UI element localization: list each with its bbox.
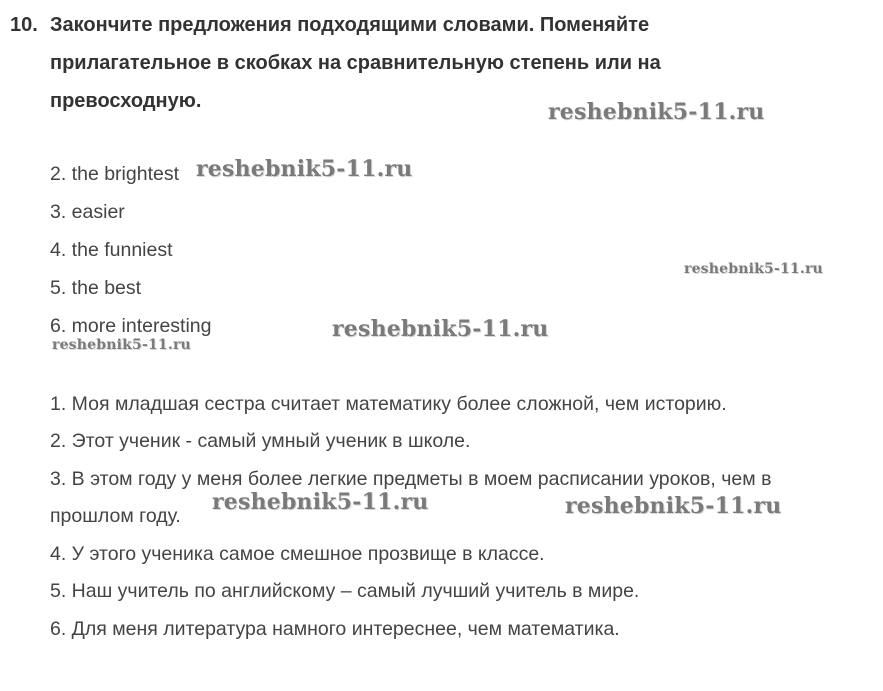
translation-item: 3. В этом году у меня более легкие предметы в моем расписании уроков, чем в bbox=[50, 468, 772, 490]
translation-item: 6. Для меня литература намного интереснее, чем математика. bbox=[50, 618, 620, 640]
answer-item: 4. the funniest bbox=[50, 239, 173, 261]
answer-item: 2. the brightest bbox=[50, 163, 179, 185]
watermark: reshebnik5-11.ru bbox=[565, 493, 782, 519]
answer-item: 3. easier bbox=[50, 201, 125, 223]
heading-line-1 bbox=[10, 6, 870, 44]
translation-item: прошлом году. bbox=[50, 505, 181, 527]
answer-item: 5. the best bbox=[50, 277, 142, 299]
watermark: reshebnik5-11.ru bbox=[548, 99, 765, 125]
watermark: reshebnik5-11.ru bbox=[684, 261, 823, 277]
heading-line-2: прилагательное в скобках на сравнительную степень или на bbox=[50, 52, 661, 74]
task-number: 10. bbox=[10, 14, 38, 36]
answer-item: 6. more interesting bbox=[50, 315, 212, 337]
heading-line-3: превосходную. bbox=[50, 90, 202, 112]
watermark: reshebnik5-11.ru bbox=[196, 156, 413, 182]
watermark: reshebnik5-11.ru bbox=[212, 489, 429, 515]
watermark: reshebnik5-11.ru bbox=[332, 316, 549, 342]
watermark: reshebnik5-11.ru bbox=[52, 337, 191, 353]
translation-item: 2. Этот ученик - самый умный ученик в школе. bbox=[50, 430, 471, 452]
translation-item: 1. Моя младшая сестра считает математику более сложной, чем историю. bbox=[50, 393, 727, 415]
translation-item: 4. У этого ученика самое смешное прозвище в классе. bbox=[50, 543, 545, 565]
translation-item: 5. Наш учитель по английскому – самый лучший учитель в мире. bbox=[50, 580, 640, 602]
heading-text-1: Закончите предложения подходящими словами. Поменяйте bbox=[50, 14, 650, 36]
